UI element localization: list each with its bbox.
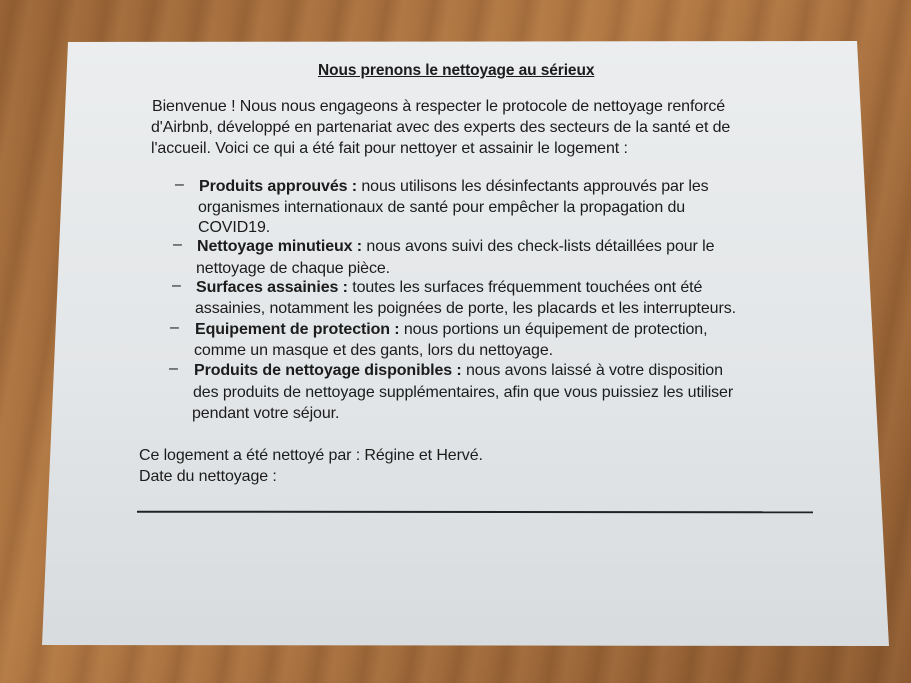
bullet-line: assainies, notamment les poignées de porte, les placards et les interrupteurs. bbox=[195, 300, 736, 317]
bullet-text: nous portions un équipement de protection, bbox=[399, 321, 708, 338]
bullet-item bbox=[195, 319, 707, 340]
bullet-label: Produits de nettoyage disponibles : bbox=[194, 362, 462, 379]
bullet-line: comme un masque et des gants, lors du nettoyage. bbox=[194, 342, 553, 359]
bullet-line: nettoyage de chaque pièce. bbox=[196, 260, 391, 277]
bullet-item bbox=[196, 277, 702, 298]
bullet-text: toutes les surfaces fréquemment touchées ont été bbox=[347, 279, 703, 296]
cleaned-by-text: Ce logement a été nettoyé par : Régine et Hervé. bbox=[139, 447, 483, 464]
intro-line: d'Airbnb, développé en partenariat avec des experts des secteurs de la santé et de bbox=[151, 119, 731, 136]
bullet-label: Equipement de protection : bbox=[195, 321, 400, 338]
bullet-text: nous avons laissé à votre disposition bbox=[461, 362, 723, 379]
bullet-label: Surfaces assainies : bbox=[196, 279, 348, 296]
bullet-dash: – bbox=[175, 176, 184, 193]
bullet-dash: – bbox=[169, 360, 178, 377]
bullet-item bbox=[197, 236, 714, 257]
date-label: Date du nettoyage : bbox=[139, 468, 277, 485]
bullet-item bbox=[194, 360, 723, 381]
bullet-label: Nettoyage minutieux : bbox=[197, 238, 363, 255]
bullet-line: COVID19. bbox=[198, 219, 271, 236]
bullet-text: nous utilisons les désinfectants approuvés par les bbox=[357, 178, 709, 195]
bullet-line: des produits de nettoyage supplémentaires, afin que vous puissiez les utiliser bbox=[193, 384, 734, 401]
bullet-dash: – bbox=[170, 319, 179, 336]
intro-line: l'accueil. Voici ce qui a été fait pour nettoyer et assainir le logement : bbox=[151, 140, 628, 157]
bullet-dash: – bbox=[172, 277, 181, 294]
bullet-item bbox=[199, 176, 709, 197]
document-title: Nous prenons le nettoyage au sérieux bbox=[318, 62, 595, 79]
bullet-line: organismes internationaux de santé pour empêcher la propagation du bbox=[198, 199, 686, 216]
bullet-label: Produits approuvés : bbox=[199, 178, 358, 195]
bullet-dash: – bbox=[173, 236, 182, 253]
bullet-line: pendant votre séjour. bbox=[192, 405, 340, 422]
intro-line: Bienvenue ! Nous nous engageons à respecter le protocole de nettoyage renforcé bbox=[152, 98, 726, 115]
bullet-text: nous avons suivi des check-lists détaillées pour le bbox=[362, 238, 715, 255]
